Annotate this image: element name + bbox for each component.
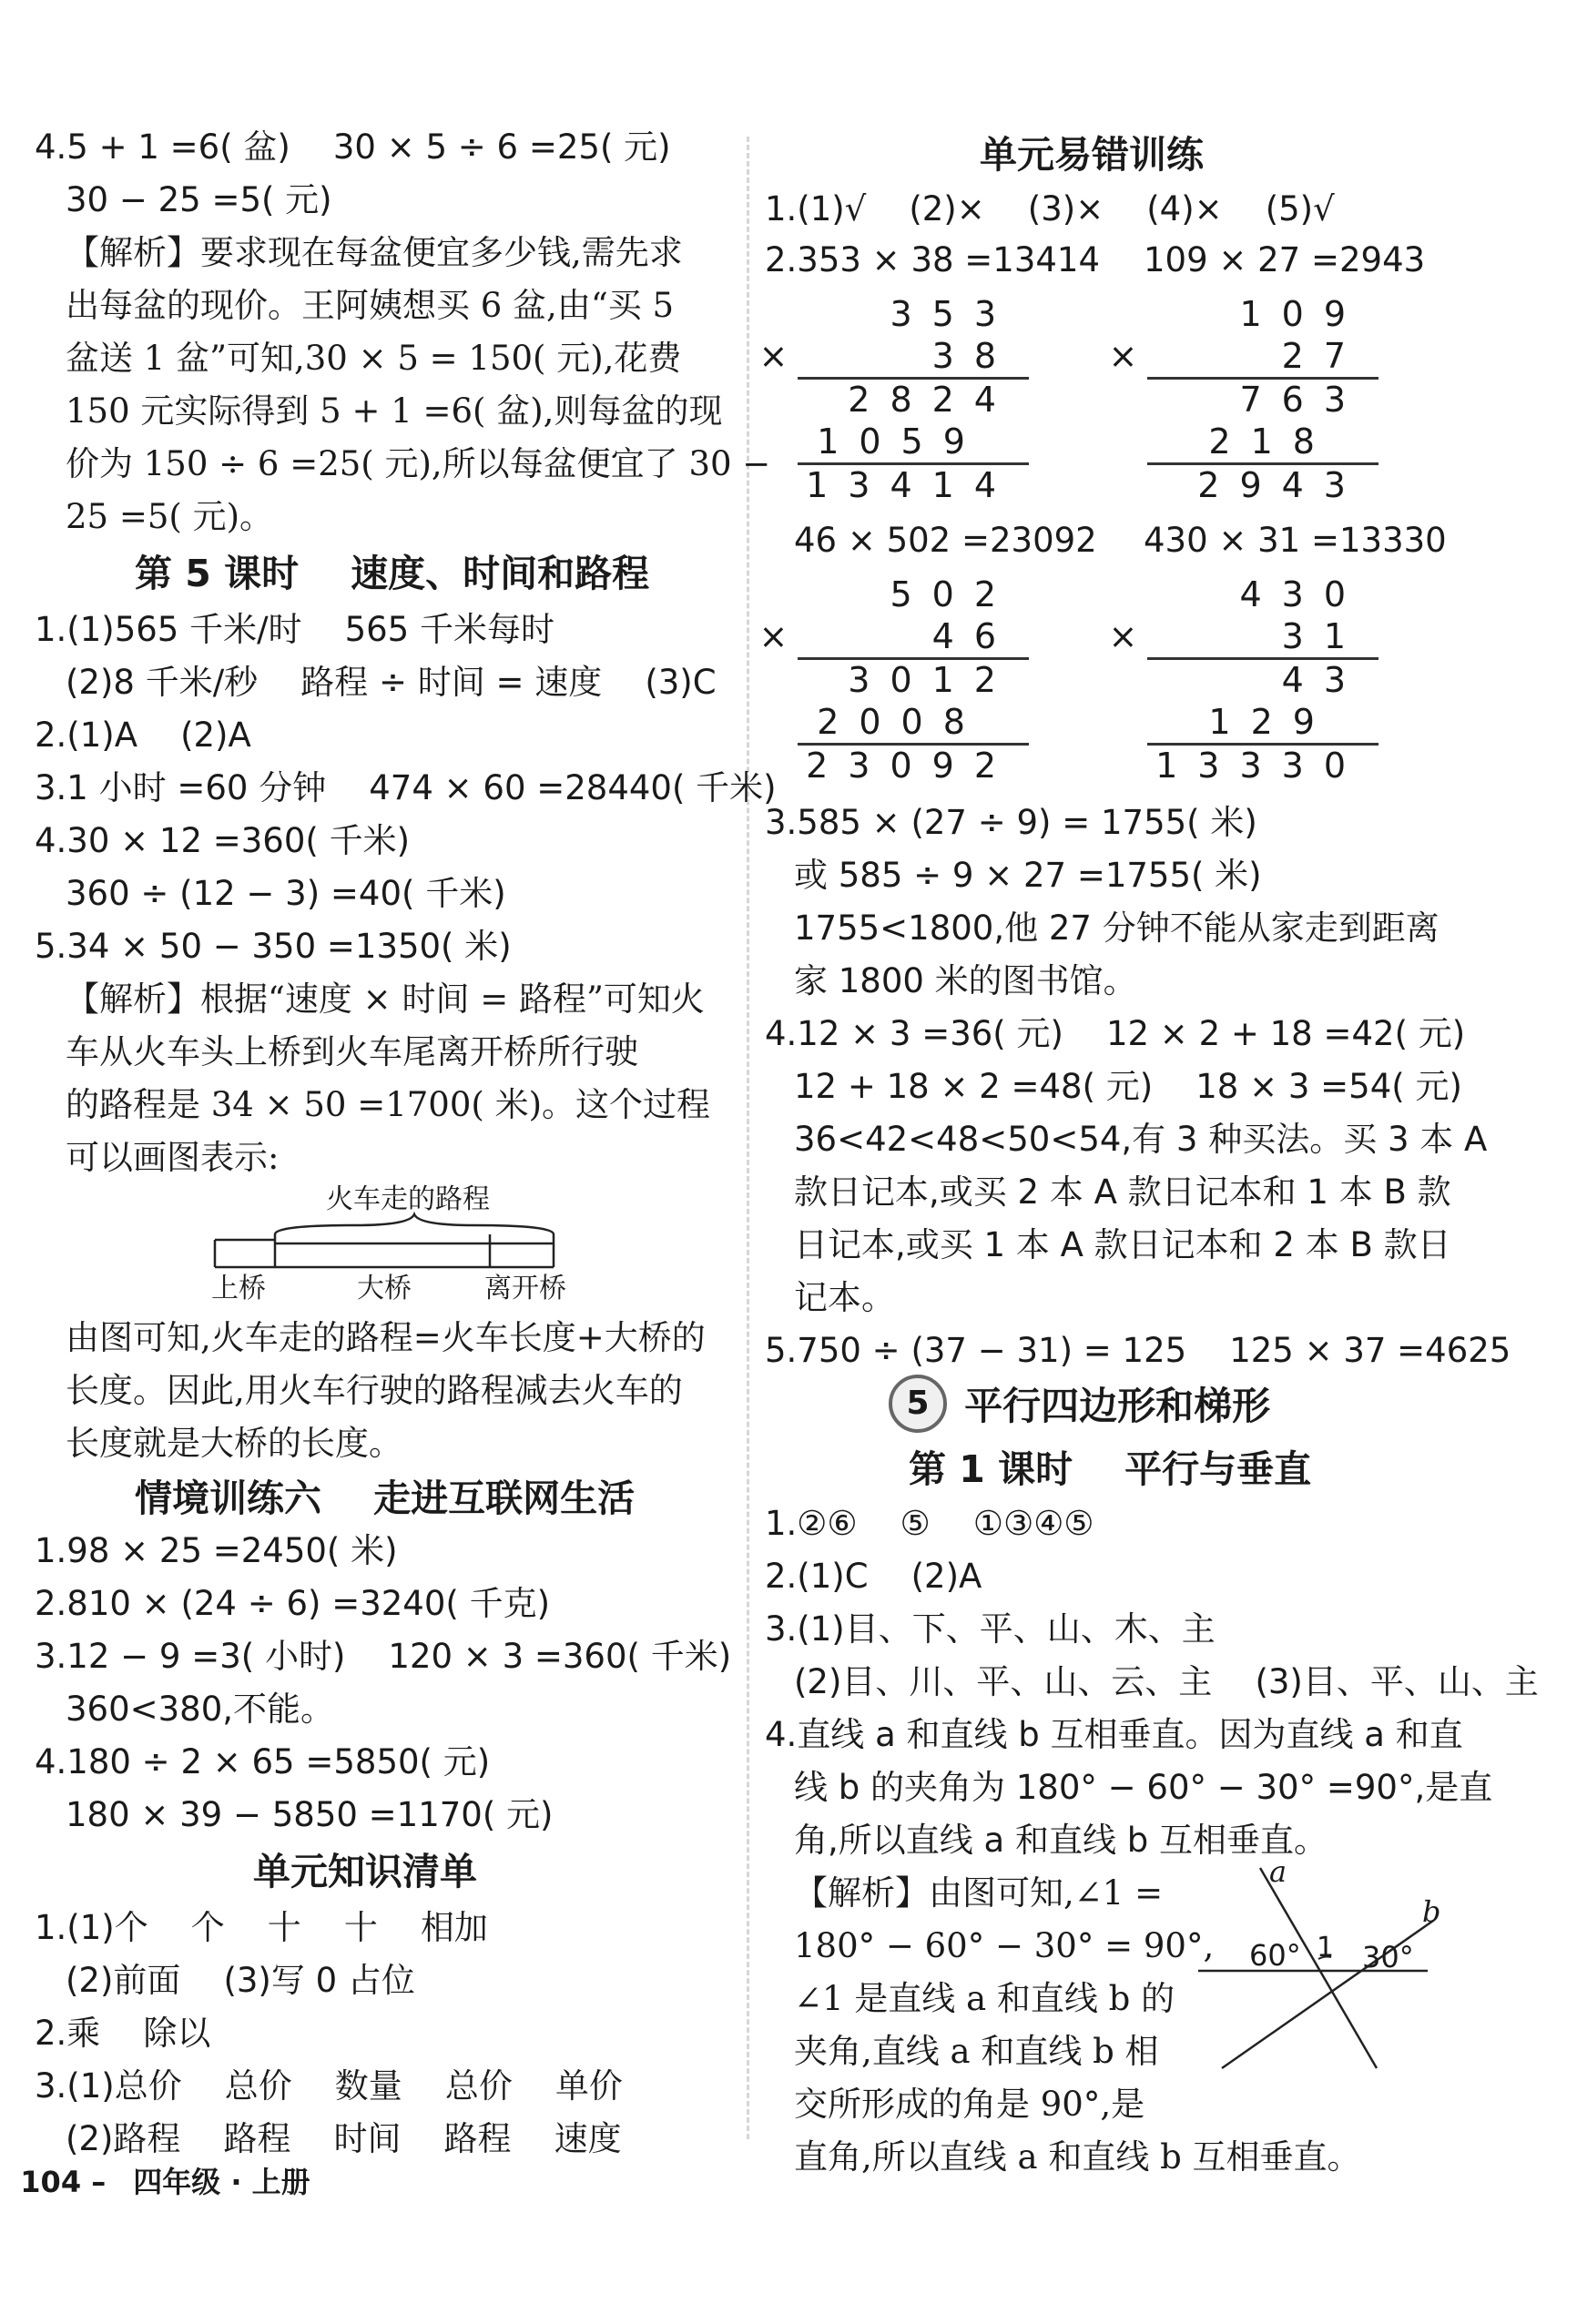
answer-line: 3.12 − 9 =3( 小时) 120 × 3 =360( 千米) bbox=[35, 1637, 732, 1676]
section-heading: 单元易错训练 bbox=[980, 133, 1204, 177]
analysis-line: 盆送 1 盆”可知,30 × 5 = 150( 元),花费 bbox=[66, 339, 682, 378]
answer-line: 2.(1)A (2)A bbox=[35, 715, 251, 755]
mult-row: 1059 bbox=[817, 421, 1016, 462]
angle-1-label: 1 bbox=[1317, 1932, 1335, 1964]
answer-line: (2)路程 路程 时间 路程 速度 bbox=[66, 2119, 622, 2158]
answer-line: 线 b 的夹角为 180° − 60° − 30° =90°,是直 bbox=[794, 1768, 1493, 1807]
unit-title: 平行四边形和梯形 bbox=[964, 1384, 1271, 1428]
page-number: 104 bbox=[20, 2165, 82, 2199]
mult-row: × 38 bbox=[758, 336, 1016, 376]
analysis-line: 车从火车头上桥到火车尾离开桥所行驶 bbox=[66, 1032, 638, 1071]
analysis-line: 25 =5( 元)。 bbox=[66, 497, 274, 536]
vertical-multiplication bbox=[1108, 573, 1366, 792]
answer-line: 1755<1800,他 27 分钟不能从家走到距离 bbox=[794, 908, 1439, 948]
page-footer bbox=[0, 2125, 310, 2201]
analysis-line: 价为 150 ÷ 6 =25( 元),所以每盆便宜了 30 − bbox=[66, 444, 771, 483]
analysis-line: 可以画图表示: bbox=[66, 1138, 280, 1177]
line-b-label: b bbox=[1422, 1894, 1441, 1929]
mult-row: 13330 bbox=[1155, 746, 1366, 786]
analysis-line: 夹角,直线 a 和直线 b 相 bbox=[794, 2032, 1159, 2071]
answer-line: (2)8 千米/秒 路程 ÷ 时间 = 速度 (3)C bbox=[66, 663, 717, 702]
answer-line: 430 × 31 =13330 bbox=[1144, 521, 1447, 560]
analysis-line: 150 元实际得到 5 + 1 =6( 盆),则每盆的现 bbox=[66, 391, 723, 431]
section-heading: 情境训练六 走进互联网生活 bbox=[135, 1477, 636, 1520]
answer-line: 角,所以直线 a 和直线 b 互相垂直。 bbox=[794, 1821, 1328, 1860]
answer-line: 180 × 39 − 5850 =1170( 元) bbox=[66, 1795, 554, 1834]
answer-line: 4.30 × 12 =360( 千米) bbox=[35, 821, 411, 860]
footer-dash: – bbox=[81, 2165, 107, 2199]
answer-line: 3.(1)总价 总价 数量 总价 单价 bbox=[35, 2066, 623, 2106]
line-a-label: a bbox=[1269, 1854, 1287, 1889]
answer-line: 5.750 ÷ (37 − 31) = 125 125 × 37 =4625 bbox=[765, 1331, 1511, 1370]
answer-line: 5.34 × 50 − 350 =1350( 米) bbox=[35, 927, 512, 966]
diagram-label-start: 上桥 bbox=[211, 1273, 266, 1304]
answer-line: 360 ÷ (12 − 3) =40( 千米) bbox=[66, 874, 506, 913]
mult-row: 23092 bbox=[806, 746, 1016, 786]
answer-line: 家 1800 米的图书馆。 bbox=[794, 961, 1137, 1000]
mult-row: 353 bbox=[890, 294, 1016, 334]
answer-line: 1.(1)个 个 十 十 相加 bbox=[35, 1908, 488, 1947]
diagram-label-bridge: 大桥 bbox=[357, 1273, 412, 1304]
analysis-line: 【解析】要求现在每盆便宜多少钱,需先求 bbox=[66, 233, 683, 272]
mult-row: 2008 bbox=[817, 702, 1016, 742]
section-heading: 第 1 课时 平行与垂直 bbox=[909, 1447, 1312, 1491]
angle-30-label: 30° bbox=[1362, 1940, 1414, 1974]
analysis-line: 【解析】根据“速度 × 时间 = 路程”可知火 bbox=[66, 979, 705, 1019]
unit-heading bbox=[889, 1375, 1270, 1433]
answer-line: 日记本,或买 1 本 A 款日记本和 2 本 B 款日 bbox=[794, 1225, 1451, 1264]
mult-row: 763 bbox=[1239, 380, 1366, 420]
answer-line: 1.(1)565 千米/时 565 千米每时 bbox=[35, 610, 554, 649]
mult-row: 502 bbox=[890, 574, 1016, 614]
answer-line: 36<42<48<50<54,有 3 种买法。买 3 本 A bbox=[794, 1120, 1488, 1159]
vertical-multiplication bbox=[1108, 293, 1366, 512]
analysis-line: ∠1 是直线 a 和直线 b 的 bbox=[794, 1979, 1175, 2018]
answer-line: 3.585 × (27 ÷ 9) = 1755( 米) bbox=[765, 803, 1257, 842]
answer-line: 记本。 bbox=[794, 1278, 895, 1317]
answer-line: 30 − 25 =5( 元) bbox=[66, 180, 332, 219]
analysis-line: 的路程是 34 × 50 =1700( 米)。这个过程 bbox=[66, 1085, 711, 1124]
answer-line: 2.353 × 38 =13414 bbox=[765, 240, 1100, 279]
grade-label: 四年级 · 上册 bbox=[133, 2165, 310, 2199]
analysis-line: 出每盆的现价。王阿姨想买 6 盆,由“买 5 bbox=[66, 286, 675, 325]
answer-line: 360<380,不能。 bbox=[66, 1690, 335, 1729]
answer-line: 款日记本,或买 2 本 A 款日记本和 1 本 B 款 bbox=[794, 1172, 1451, 1212]
answer-line: 2.(1)C (2)A bbox=[765, 1557, 982, 1596]
analysis-line: 交所形成的角是 90°,是 bbox=[794, 2085, 1145, 2124]
answer-line: 2.乘 除以 bbox=[35, 2014, 211, 2053]
mult-row: 218 bbox=[1208, 421, 1366, 462]
unit-number-badge: 5 bbox=[889, 1375, 947, 1433]
section-heading: 单元知识清单 bbox=[253, 1850, 477, 1893]
answer-line: 或 585 ÷ 9 × 27 =1755( 米) bbox=[794, 856, 1262, 895]
answer-line: 3.(1)目、下、平、山、木、主 bbox=[765, 1609, 1216, 1649]
mult-row: 43 bbox=[1281, 660, 1366, 700]
answer-line: 109 × 27 =2943 bbox=[1144, 240, 1426, 279]
mult-row: 13414 bbox=[806, 465, 1016, 505]
answer-line: 46 × 502 =23092 bbox=[794, 521, 1097, 560]
mult-row: × 46 bbox=[758, 616, 1016, 656]
answer-line: 12 + 18 × 2 =48( 元) 18 × 3 =54( 元) bbox=[794, 1067, 1462, 1106]
answer-line: 3.1 小时 =60 分钟 474 × 60 =28440( 千米) bbox=[35, 768, 777, 807]
answer-line: 4.直线 a 和直线 b 互相垂直。因为直线 a 和直 bbox=[765, 1715, 1463, 1754]
answer-line: (2)目、川、平、山、云、主 (3)目、平、山、主 bbox=[794, 1662, 1539, 1701]
mult-row: 430 bbox=[1239, 574, 1366, 614]
vertical-multiplication bbox=[758, 293, 1016, 512]
answer-line: 1.98 × 25 =2450( 米) bbox=[35, 1531, 398, 1570]
analysis-line: 长度就是大桥的长度。 bbox=[66, 1424, 402, 1463]
answer-line: 1.②⑥ ⑤ ①③④⑤ bbox=[765, 1504, 1094, 1543]
answer-line: 1.(1)√ (2)× (3)× (4)× (5)√ bbox=[765, 189, 1335, 228]
mult-row: 2943 bbox=[1197, 465, 1366, 505]
analysis-line: 长度。因此,用火车行驶的路程减去火车的 bbox=[66, 1371, 683, 1410]
mult-row: 129 bbox=[1208, 702, 1366, 742]
answer-line: 4.12 × 3 =36( 元) 12 × 2 + 18 =42( 元) bbox=[765, 1014, 1466, 1053]
diagram-label-end: 离开桥 bbox=[484, 1273, 566, 1304]
angle-60-label: 60° bbox=[1249, 1938, 1301, 1973]
section-heading: 第 5 课时 速度、时间和路程 bbox=[135, 552, 650, 595]
answer-line: 4.180 ÷ 2 × 65 =5850( 元) bbox=[35, 1742, 491, 1781]
answer-line: 2.810 × (24 ÷ 6) =3240( 千克) bbox=[35, 1584, 551, 1623]
intersecting-lines-figure bbox=[1198, 1854, 1455, 2075]
mult-row: 109 bbox=[1239, 294, 1366, 334]
analysis-line: 【解析】由图可知,∠1 = bbox=[794, 1873, 1164, 1913]
column-divider bbox=[747, 137, 749, 2139]
answer-line: 4.5 + 1 =6( 盆) 30 × 5 ÷ 6 =25( 元) bbox=[35, 127, 671, 167]
mult-row: × 27 bbox=[1108, 336, 1366, 376]
diagram-title: 火车走的路程 bbox=[326, 1183, 490, 1215]
analysis-line: 直角,所以直线 a 和直线 b 互相垂直。 bbox=[794, 2137, 1361, 2177]
mult-row: 3012 bbox=[848, 660, 1016, 700]
answer-line: (2)前面 (3)写 0 占位 bbox=[66, 1961, 415, 2000]
analysis-line: 由图可知,火车走的路程=火车长度+大桥的 bbox=[66, 1318, 706, 1357]
mult-row: × 31 bbox=[1108, 616, 1366, 656]
mult-row: 2824 bbox=[848, 380, 1016, 420]
analysis-line: 180° − 60° − 30° = 90°, bbox=[794, 1926, 1215, 1965]
train-bridge-diagram bbox=[209, 1183, 565, 1311]
vertical-multiplication bbox=[758, 573, 1016, 792]
